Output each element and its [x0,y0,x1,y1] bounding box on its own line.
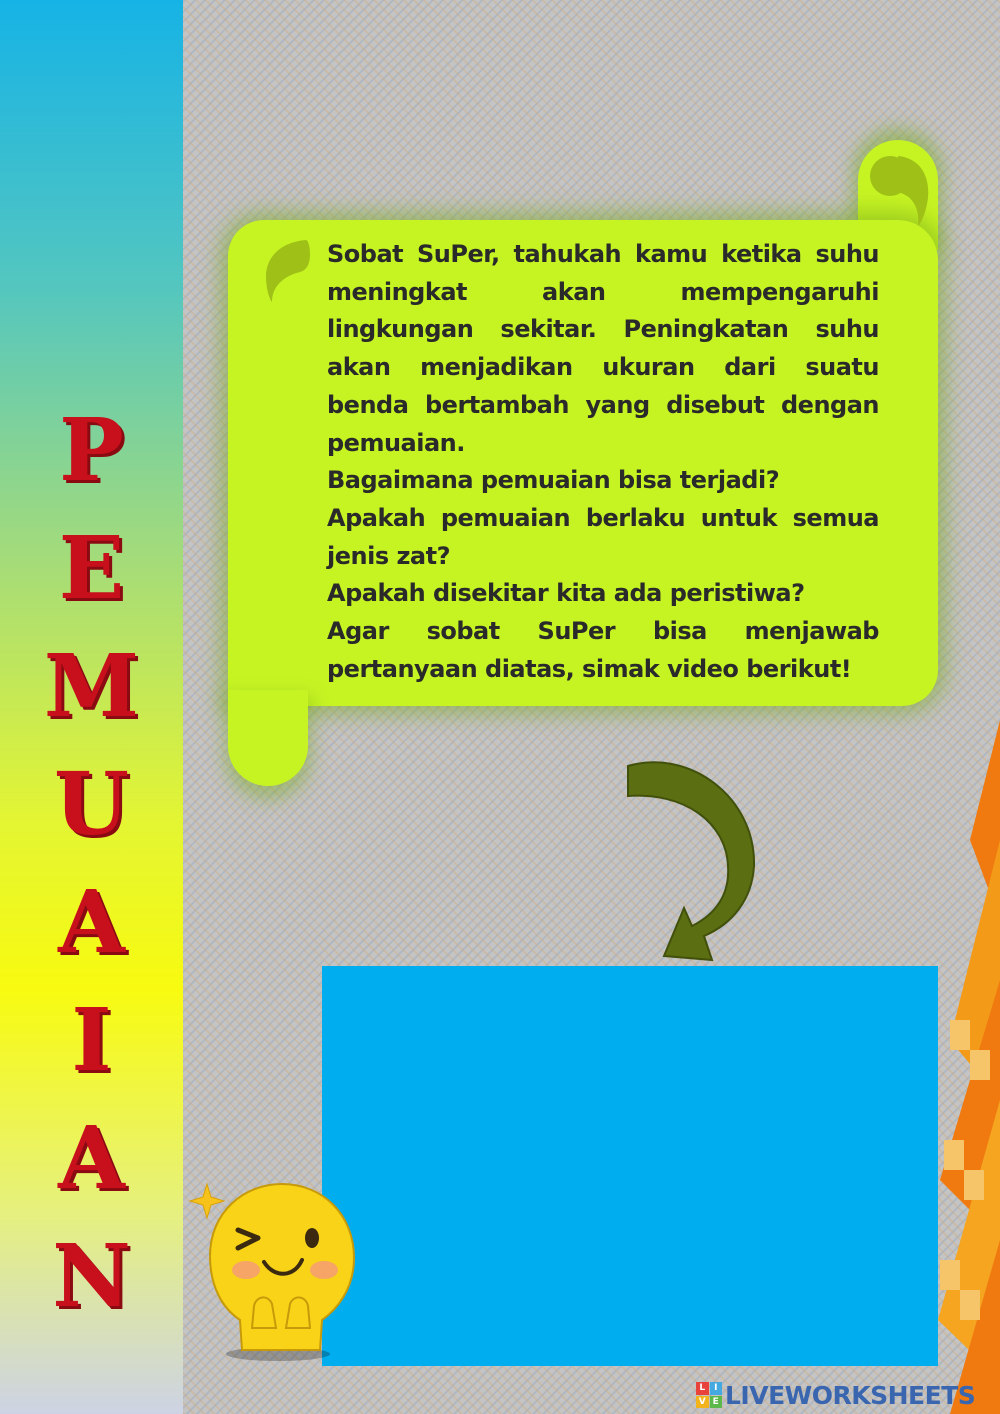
title-letter: A [58,872,125,973]
title-letter: E [58,518,125,619]
side-band [0,0,183,1414]
brand-name: LIVEWORKSHEETS [725,1380,976,1410]
message-call-to-action: Agar sobat SuPer bisa menjawab pertanyaan diatas, simak video berikut! [327,617,879,683]
title-letter: P [59,400,124,501]
logo-letter: L [696,1382,709,1395]
title-letter: N [52,1226,131,1327]
logo-letter: E [710,1396,723,1409]
sparkle-icon [188,1182,226,1220]
message-paragraph: Sobat SuPer, tahukah kamu ketika suhu meningkat akan mempengaruhi lingkungan sekitar. Peningkatan suhu akan menjadikan ukuran dari suatu benda bertambah yang disebut dengan pemuaian. [327,240,879,457]
message-question: Apakah disekitar kita ada peristiwa? [327,579,805,608]
title-letter: A [58,1108,125,1209]
title-letter: M [43,636,140,737]
close-quote-icon [868,146,932,226]
liveworksheets-logo[interactable] [696,1378,975,1412]
title-letter: U [54,754,129,855]
scroll-tail [228,690,308,786]
liveworksheets-mark-icon [696,1382,722,1408]
vertical-title [0,392,183,1336]
logo-letter: V [696,1396,709,1409]
message-question: Apakah pemuaian berlaku untuk semua jenis zat? [327,503,879,570]
video-placeholder[interactable] [322,966,938,1366]
message-question: Bagaimana pemuaian bisa terjadi? [327,466,780,495]
intro-message [327,236,879,688]
title-letter: I [71,990,112,1091]
curved-down-arrow-icon [620,738,770,970]
logo-letter: I [710,1382,723,1395]
flame-decoration [930,720,1000,1414]
open-quote-icon [262,236,310,304]
